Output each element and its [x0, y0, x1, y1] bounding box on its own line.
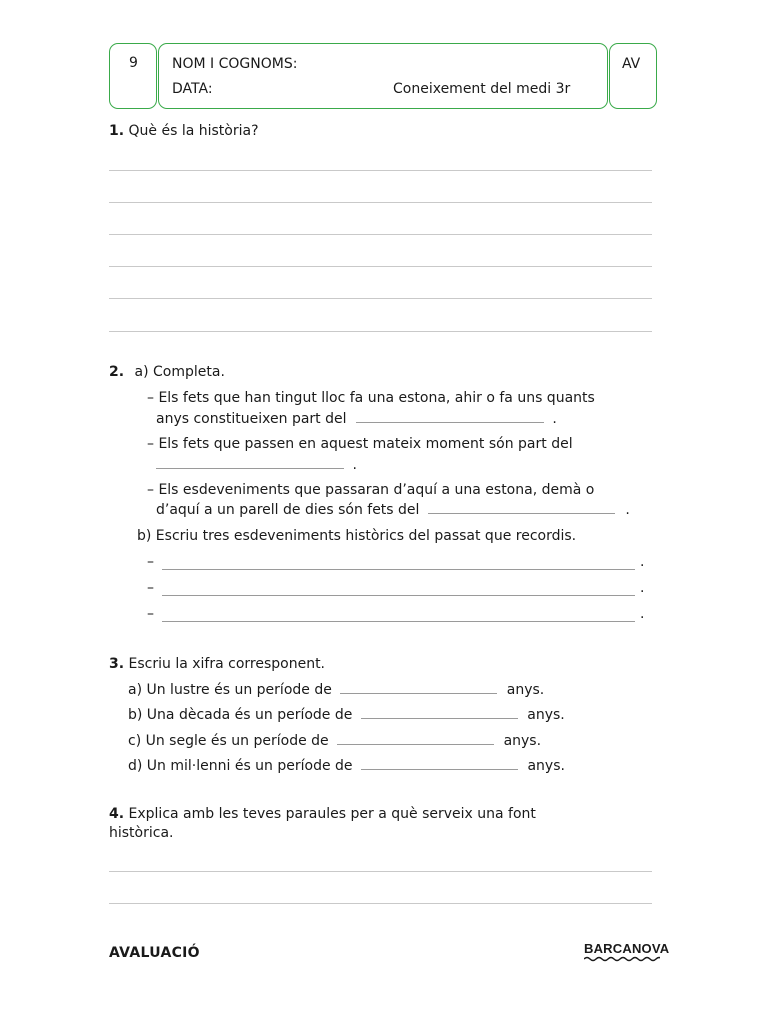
- question-3-heading: [109, 656, 325, 672]
- fill-blank[interactable]: [361, 757, 518, 770]
- fill-blank[interactable]: [428, 501, 615, 514]
- date-label: DATA:: [172, 81, 213, 97]
- q3-item-prefix: b) Una dècada és un període de: [128, 707, 353, 723]
- q2-item-2-line-2: [156, 456, 357, 473]
- question-2-heading: [109, 364, 225, 380]
- period: .: [640, 606, 645, 622]
- answer-line[interactable]: [109, 202, 652, 203]
- q3-item-prefix: a) Un lustre és un període de: [128, 682, 332, 698]
- period: .: [352, 457, 357, 473]
- q2-item-2-line-1: – Els fets que passen en aquest mateix moment són part del: [147, 436, 573, 452]
- student-info-box: [158, 43, 608, 109]
- question-4-text: Explica amb les teves paraules per a què serveix una font: [128, 806, 536, 822]
- question-4-heading: [109, 806, 536, 822]
- fill-blank[interactable]: [162, 569, 635, 570]
- question-2-number: 2.: [109, 364, 125, 380]
- q2-item-1-line-2: [156, 410, 557, 427]
- footer-label: AVALUACIÓ: [109, 945, 200, 961]
- q3-item-prefix: c) Un segle és un període de: [128, 733, 329, 749]
- q2-item-1-text: anys constitueixen part del: [156, 411, 347, 427]
- unit-number-box: [109, 43, 157, 109]
- fill-blank[interactable]: [337, 732, 494, 745]
- dash: –: [147, 554, 154, 570]
- fill-blank[interactable]: [162, 621, 635, 622]
- question-1-text: Què és la història?: [128, 123, 259, 139]
- answer-line[interactable]: [109, 298, 652, 299]
- q3-item-a: [128, 681, 544, 698]
- logo-wave-icon: [584, 956, 660, 962]
- q3-item-suffix: anys.: [503, 733, 542, 749]
- question-4-number: 4.: [109, 806, 125, 822]
- subject-label: Coneixement del medi 3r: [393, 81, 571, 97]
- question-2-part-b: b) Escriu tres esdeveniments històrics del passat que recordis.: [137, 528, 577, 544]
- period: .: [552, 411, 557, 427]
- q3-item-b: [128, 706, 565, 723]
- question-3-text: Escriu la xifra corresponent.: [128, 656, 326, 672]
- q3-item-d: [128, 757, 565, 774]
- dash: –: [147, 580, 154, 596]
- fill-blank[interactable]: [162, 595, 635, 596]
- question-1: [109, 123, 259, 139]
- q2-item-3-text: d’aquí a un parell de dies són fets del: [156, 502, 420, 518]
- period: .: [640, 580, 645, 596]
- answer-line[interactable]: [109, 266, 652, 267]
- q3-item-suffix: anys.: [506, 682, 545, 698]
- badge-box: [609, 43, 657, 109]
- answer-line[interactable]: [109, 871, 652, 872]
- answer-line[interactable]: [109, 234, 652, 235]
- fill-blank[interactable]: [156, 456, 344, 469]
- q3-item-prefix: d) Un mil·lenni és un període de: [128, 758, 353, 774]
- dash: –: [147, 606, 154, 622]
- assessment-badge: AV: [622, 56, 641, 72]
- answer-line[interactable]: [109, 170, 652, 171]
- period: .: [640, 554, 645, 570]
- period: .: [625, 502, 630, 518]
- q2-item-1-line-1: – Els fets que han tingut lloc fa una estona, ahir o fa uns quants: [147, 390, 595, 406]
- name-label: NOM I COGNOMS:: [172, 56, 298, 72]
- fill-blank[interactable]: [340, 681, 497, 694]
- question-4-text-line-2: històrica.: [109, 825, 174, 841]
- answer-line[interactable]: [109, 331, 652, 332]
- q3-item-suffix: anys.: [527, 707, 565, 723]
- question-1-number: 1.: [109, 123, 125, 139]
- unit-number: 9: [129, 55, 138, 71]
- q2-item-3-line-1: – Els esdeveniments que passaran d’aquí a una estona, demà o: [147, 482, 595, 498]
- fill-blank[interactable]: [361, 706, 518, 719]
- fill-blank[interactable]: [356, 410, 544, 423]
- q2-item-3-line-2: [156, 501, 630, 518]
- q3-item-c: [128, 732, 541, 749]
- question-2-part-a: a) Completa.: [134, 364, 225, 380]
- publisher-logo: [584, 941, 670, 961]
- publisher-name: BARCANOVA: [584, 941, 670, 956]
- question-3-number: 3.: [109, 656, 125, 672]
- answer-line[interactable]: [109, 903, 652, 904]
- q3-item-suffix: anys.: [527, 758, 565, 774]
